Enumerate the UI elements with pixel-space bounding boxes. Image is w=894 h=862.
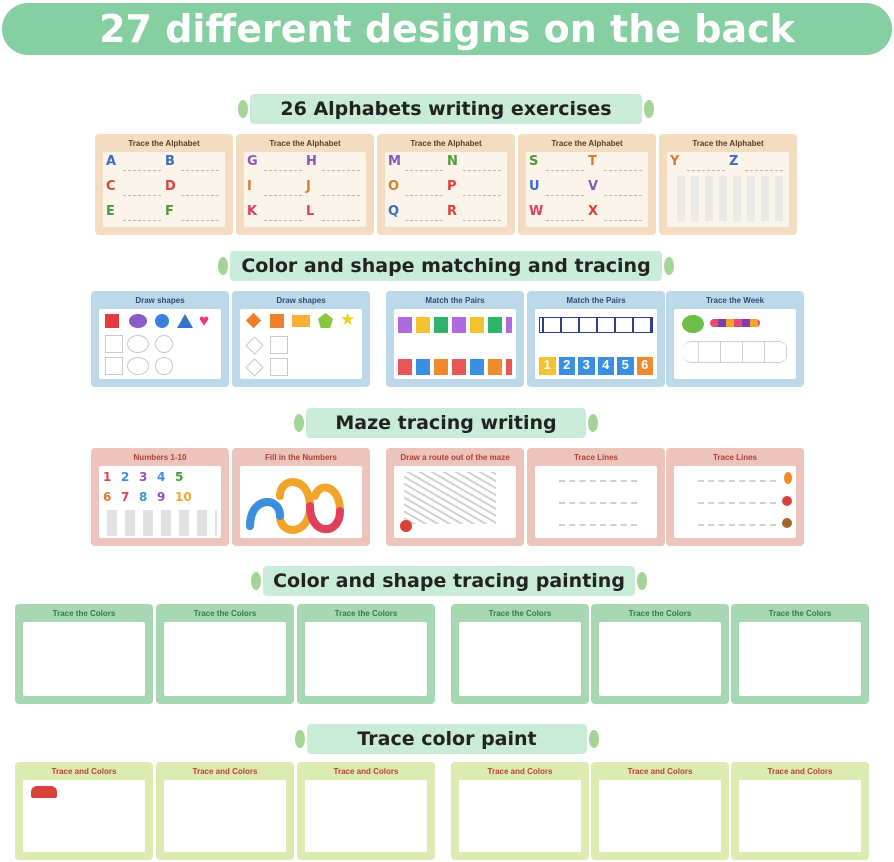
circle-outline (155, 357, 173, 375)
caterpillar-body (710, 319, 760, 327)
trace-paint-card (451, 762, 589, 860)
diamond-outline (245, 336, 263, 354)
trace-paint-card (156, 762, 294, 860)
letter-q: Q (388, 204, 400, 219)
number-8: 8 (139, 490, 148, 504)
week-bubbles (682, 341, 788, 363)
shape-card (232, 291, 370, 387)
card-title: Match the Pairs (425, 296, 485, 305)
card-title: Trace the Colors (768, 609, 832, 618)
number-3: 3 (139, 470, 148, 484)
number-2: 2 (121, 470, 130, 484)
apple-icon (782, 496, 792, 506)
card-title: Trace the Week (705, 296, 765, 305)
dot-card-row (539, 317, 653, 333)
section-title-tracing-painting: Color and shape tracing painting (263, 566, 635, 596)
square-outline (270, 336, 288, 354)
card-title: Trace and Colors (51, 767, 117, 776)
trace-line (559, 480, 637, 482)
square-outline (105, 335, 123, 353)
number-tile: 4 (598, 357, 615, 375)
trace-paint-card (15, 762, 153, 860)
trace-numbers (103, 510, 217, 536)
trace-colors-card (591, 604, 729, 704)
triangle-shape (177, 314, 193, 328)
caterpillar-icon (682, 315, 704, 333)
snake-path (240, 466, 362, 538)
rectangle-shape (292, 315, 310, 327)
circle-shape (155, 314, 169, 328)
diamond-outline (245, 358, 263, 376)
trace-line (559, 502, 637, 504)
fill-numbers-card (232, 448, 370, 546)
card-title: Trace the Colors (193, 609, 257, 618)
section-title-trace-paint: Trace color paint (307, 724, 587, 754)
card-title: Trace the Alphabet (128, 139, 200, 148)
card-title: Trace and Colors (627, 767, 693, 776)
number-9: 9 (157, 490, 166, 504)
number-tile: 5 (617, 357, 634, 375)
match-card (527, 291, 665, 387)
trace-paint-card (297, 762, 435, 860)
letter-d: D (165, 179, 176, 194)
car-icon (31, 786, 57, 798)
maze-card (386, 448, 524, 546)
match-card (386, 291, 524, 387)
letter-x: X (588, 204, 599, 219)
card-title: Trace the Colors (488, 609, 552, 618)
card-title: Fill in the Numbers (264, 453, 337, 462)
number-6: 6 (103, 490, 112, 504)
oval-outline (127, 357, 149, 375)
letter-r: R (447, 204, 458, 219)
oval-outline (127, 335, 149, 353)
number-row (539, 357, 653, 375)
number-1: 1 (103, 470, 112, 484)
letter-p: P (447, 179, 457, 194)
trace-line (698, 502, 776, 504)
letter-a: A (106, 154, 117, 169)
card-title: Trace and Colors (487, 767, 553, 776)
letter-f: F (165, 204, 174, 219)
alphabet-card (377, 134, 515, 235)
card-title: Trace the Alphabet (551, 139, 623, 148)
number-tile: 3 (578, 357, 595, 375)
traceable-letters (671, 176, 785, 221)
card-title: Trace and Colors (333, 767, 399, 776)
letter-h: H (306, 154, 317, 169)
letter-i: I (247, 179, 252, 194)
letter-y: Y (670, 154, 680, 169)
letter-n: N (447, 154, 458, 169)
card-title: Trace the Alphabet (692, 139, 764, 148)
card-title: Trace the Colors (52, 609, 116, 618)
card-title: Trace the Alphabet (269, 139, 341, 148)
number-tile: 6 (637, 357, 654, 375)
trace-colors-card (297, 604, 435, 704)
trace-paint-card (731, 762, 869, 860)
diamond-shape (246, 313, 262, 329)
star-shape: ★ (340, 310, 356, 329)
alphabet-card (236, 134, 374, 235)
alphabet-card (659, 134, 797, 235)
section-title-alphabets: 26 Alphabets writing exercises (250, 94, 642, 124)
number-10: 10 (175, 490, 192, 504)
oval-shape (129, 314, 147, 328)
card-title: Trace the Colors (628, 609, 692, 618)
section-title-shapes: Color and shape matching and tracing (230, 251, 662, 281)
letter-v: V (588, 179, 599, 194)
trace-line (698, 480, 776, 482)
flower-row (398, 359, 512, 375)
square-shape (270, 314, 284, 328)
trace-colors-card (15, 604, 153, 704)
trace-paint-card (591, 762, 729, 860)
square-outline (270, 358, 288, 376)
card-title: Trace the Alphabet (410, 139, 482, 148)
section-title-maze: Maze tracing writing (306, 408, 586, 438)
trace-colors-card (156, 604, 294, 704)
trace-colors-card (451, 604, 589, 704)
card-title: Trace and Colors (192, 767, 258, 776)
trace-lines-card (527, 448, 665, 546)
card-title: Draw shapes (135, 296, 185, 305)
number-tile: 2 (559, 357, 576, 375)
title-banner: 27 different designs on the back (2, 3, 892, 55)
trace-line (559, 524, 637, 526)
card-title: Draw a route out of the maze (400, 453, 510, 462)
acorn-icon (782, 518, 792, 528)
trace-line (698, 524, 776, 526)
circle-outline (155, 335, 173, 353)
letter-u: U (529, 179, 540, 194)
number-4: 4 (157, 470, 166, 484)
card-title: Match the Pairs (566, 296, 626, 305)
card-title: Trace the Colors (334, 609, 398, 618)
alphabet-card (518, 134, 656, 235)
letter-k: K (247, 204, 258, 219)
numbers-card (91, 448, 229, 546)
number-7: 7 (121, 490, 130, 504)
number-tile: 1 (539, 357, 556, 375)
trace-colors-card (731, 604, 869, 704)
card-title: Numbers 1-10 (133, 453, 187, 462)
card-title: Draw shapes (276, 296, 326, 305)
letter-l: L (306, 204, 315, 219)
carrot-icon (784, 472, 792, 484)
ladybug-icon (400, 520, 412, 532)
maze-lines (404, 472, 496, 524)
week-card (666, 291, 804, 387)
trace-lines-card (666, 448, 804, 546)
card-title: Trace Lines (573, 453, 619, 462)
card-title: Trace and Colors (767, 767, 833, 776)
alphabet-card (95, 134, 233, 235)
shape-card (91, 291, 229, 387)
number-5: 5 (175, 470, 184, 484)
letter-w: W (529, 204, 544, 219)
letter-j: J (306, 179, 311, 194)
square-shape (105, 314, 119, 328)
letter-t: T (588, 154, 597, 169)
card-title: Trace Lines (712, 453, 758, 462)
letter-o: O (388, 179, 400, 194)
heart-shape: ♥ (199, 311, 210, 330)
letter-e: E (106, 204, 115, 219)
letter-b: B (165, 154, 175, 169)
flower-row (398, 317, 512, 333)
square-outline (105, 357, 123, 375)
letter-m: M (388, 154, 401, 169)
letter-s: S (529, 154, 539, 169)
letter-g: G (247, 154, 258, 169)
letter-z: Z (729, 154, 739, 169)
pentagon-shape (318, 313, 333, 328)
letter-c: C (106, 179, 116, 194)
